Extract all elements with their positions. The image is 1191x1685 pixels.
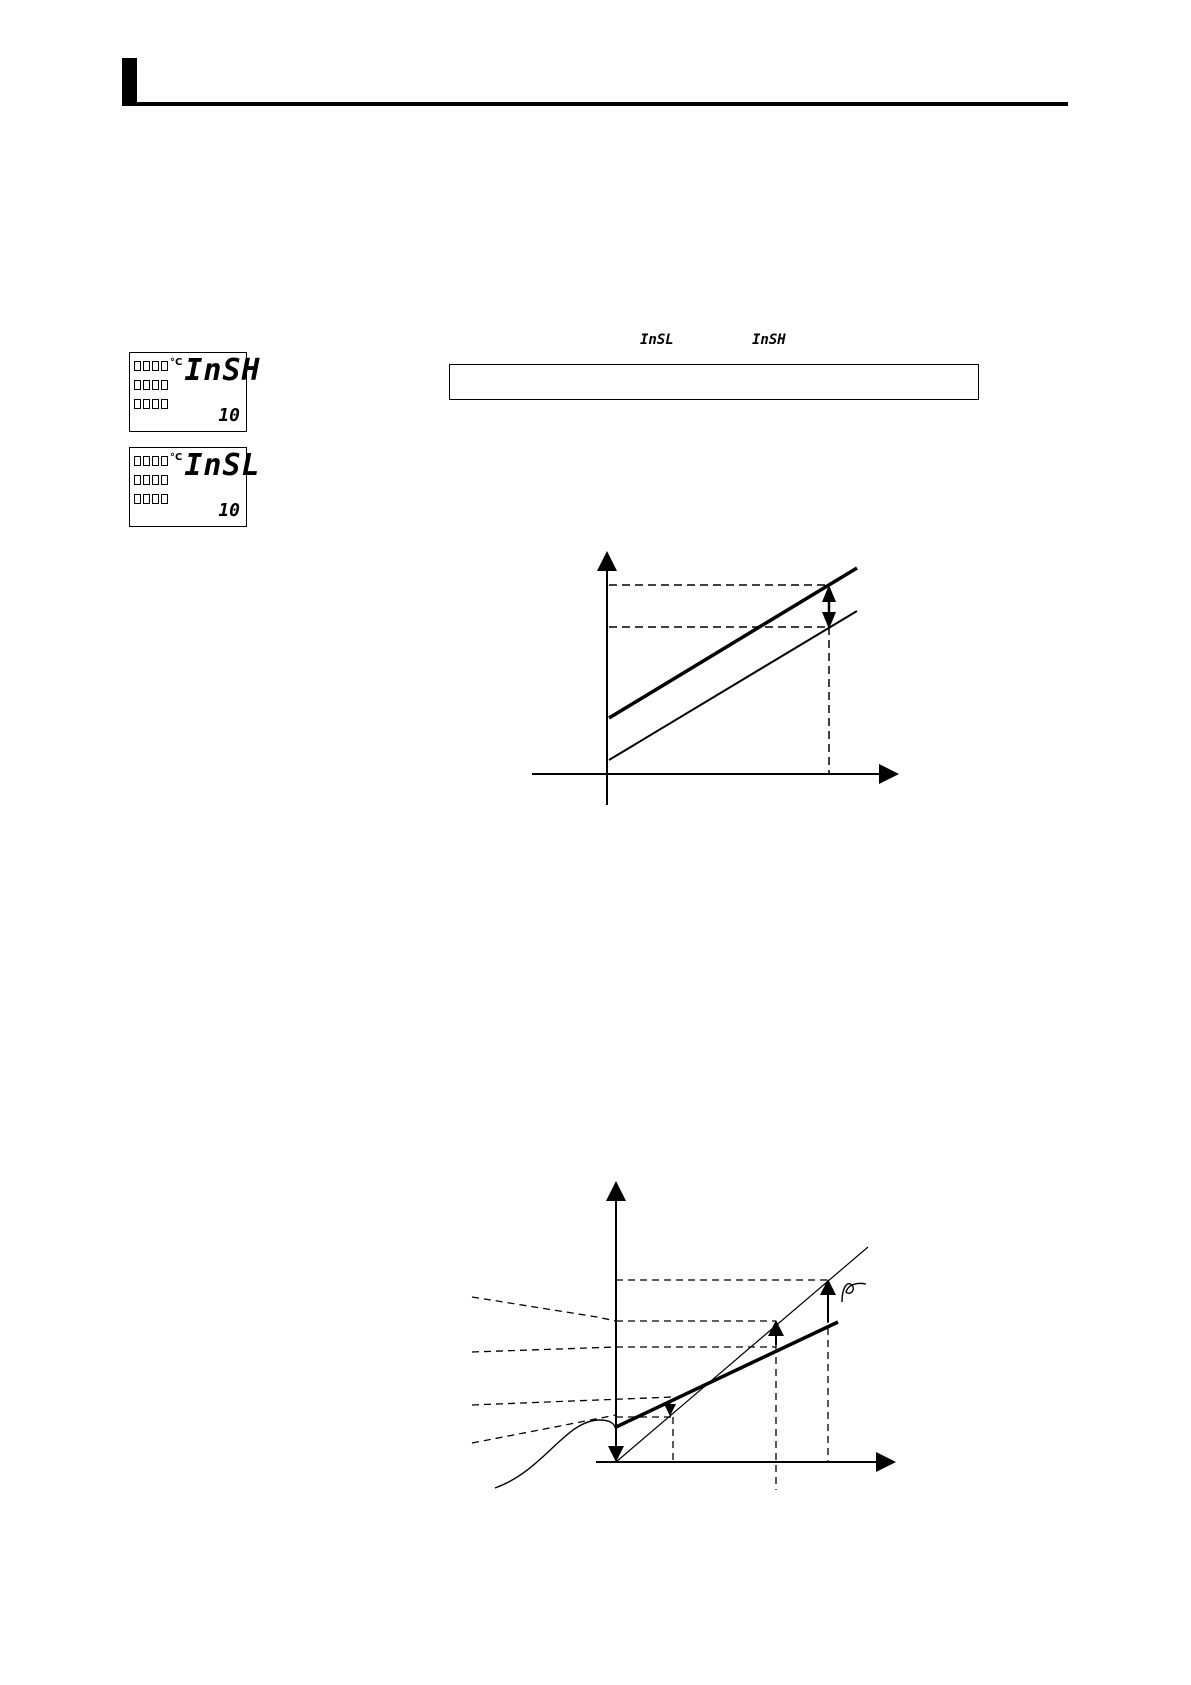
leader-line-3 bbox=[472, 1397, 673, 1405]
lcd-parameter-code: InSH bbox=[184, 353, 261, 388]
lcd-parameter-code: InSL bbox=[184, 448, 261, 483]
lcd-unit: °C bbox=[170, 357, 183, 368]
lcd-unit: °C bbox=[170, 452, 183, 463]
lcd-parameter-value: 10 bbox=[218, 405, 240, 426]
leader-line-4 bbox=[472, 1415, 616, 1443]
param-code-insh: InSH bbox=[752, 332, 786, 348]
leader-line-2 bbox=[472, 1347, 616, 1352]
leader-line-1 bbox=[472, 1297, 616, 1321]
corrected-line bbox=[616, 1322, 838, 1427]
reference-line bbox=[616, 1247, 868, 1462]
param-code-insl: InSL bbox=[640, 332, 674, 348]
lcd-parameter-value: 10 bbox=[218, 500, 240, 521]
callout-curl bbox=[842, 1283, 866, 1302]
wavy-curve bbox=[495, 1420, 616, 1488]
